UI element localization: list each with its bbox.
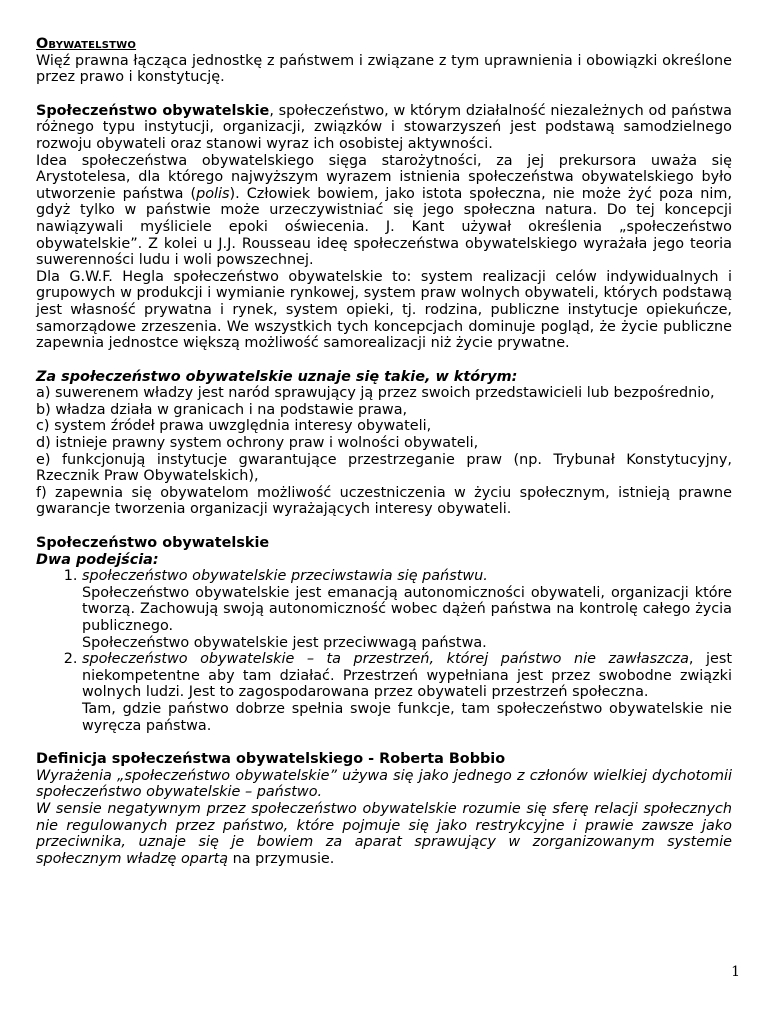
approach-2-text: , jest niekompetentne aby tam działać. Przestrzeń wypełniana jest przez swobodne związki wolnych ludzi. Jest to zagospodarowana przez obywateli przestrzeń społeczna. <box>82 651 733 701</box>
approaches-subheading: Dwa podejścia: <box>36 551 159 568</box>
term-civil-society: Społeczeństwo obywatelskie <box>36 102 270 119</box>
page-number: 1 <box>731 964 740 980</box>
approaches-heading: Społeczeństwo obywatelskie <box>36 535 270 552</box>
criteria-heading: Za społeczeństwo obywatelskie uznaje się takie, w którym: <box>36 368 518 385</box>
paragraph-civil-society <box>36 103 732 153</box>
criteria-item: d) istnieje prawny system ochrony praw i wolności obywateli, <box>36 435 479 452</box>
spacer <box>36 86 732 103</box>
criteria-item: f) zapewnia się obywatelom możliwość uczestniczenia w życiu społecznym, istnieją prawne gwarancje tworzenia organizacji wyrażających interesy obywateli. <box>36 484 732 518</box>
bobbio-paragraph-2 <box>36 801 732 867</box>
paragraph-hegel: Dla G.W.F. Hegla społeczeństwo obywatelskie to: system realizacji celów indywidualnych i grupowych w produkcji i wymianie rynkowej, system praw wolnych obywateli, których podstawą jest własność prywatna i rynek, system opieki, tj. rodzina, publiczne instytucje opiekuńcze, samorządowe zrzeszenia. We wszystkich tych koncepcjach dominuje pogląd, że życie publiczne zapewnia jednostce większą możliwość samorealizacji niż życie prywatne. <box>36 268 732 352</box>
approach-1-text: Społeczeństwo obywatelskie jest przeciwwagą państwa. <box>82 634 487 651</box>
document-body <box>36 36 732 867</box>
page-title <box>36 36 732 53</box>
criteria-item: e) funkcjonują instytucje gwarantujące przestrzeganie praw (np. Trybunał Konstytucyjny, Rzecznik Praw Obywatelskich), <box>36 451 732 485</box>
bobbio-text: na przymusie. <box>228 850 335 867</box>
spacer <box>36 518 732 535</box>
approaches-after: Tam, gdzie państwo dobrze spełnia swoje funkcje, tam społeczeństwo obywatelskie nie wyręcza państwa. <box>82 700 732 734</box>
paragraph-text: , społeczeństwo, w którym działalność niezależnych od państwa różnego typu instytucji, organizacji, związków i stowarzyszeń jest podstawą samodzielnego rozwoju obywateli oraz stanowi wyraz ich osobistej aktywności. <box>36 102 732 152</box>
criteria-item: b) władza działa w granicach i na podstawie prawa, <box>36 401 408 418</box>
approaches-list <box>36 568 732 701</box>
approach-1-text: Społeczeństwo obywatelskie jest emanacją autonomiczności obywateli, organizacji które tworzą. Zachowują swoją autonomiczność wobec dążeń państwa na kontrolę całego życia publicznego. <box>82 584 732 634</box>
bobbio-heading: Definicja społeczeństwa obywatelskiego - Roberta Bobbio <box>36 751 506 768</box>
paragraph-text: ). Człowiek bowiem, jako istota społeczna, nie może żyć poza nim, gdyż tylko w państwie może urzeczywistniać się jego społeczna natura. Do tej koncepcji nawiązywali myśliciele epoki oświecenia. J. Kant używał określenia „społeczeństwo obywatelskie”. Z kolei u J.J. Rousseau ideę społeczeństwa obywatelskiego wyrażała jego teoria suwerenności ludu i woli powszechnej. <box>36 185 732 269</box>
bobbio-italic-text: W sensie negatywnym przez społeczeństwo obywatelskie rozumie się sferę relacji społecznych nie regulowanych przez państwo, które pojmuje się jako restrykcyjne i prawie zawsze jako przeciwnika, uznaje się je bowiem za aparat sprawujący w zorganizowanym systemie społecznym władzę opartą <box>36 800 732 867</box>
criteria-item: a) suwerenem władzy jest naród sprawujący ją przez swoich przedstawicieli lub bezpośrednio, <box>36 385 715 402</box>
approach-item-2 <box>82 651 732 701</box>
definition-obywatelstwo: Więź prawna łącząca jednostkę z państwem i związane z tym uprawnienia i obowiązki określone przez prawo i konstytucję. <box>36 52 732 86</box>
approach-1-label: społeczeństwo obywatelskie przeciwstawia się państwu. <box>82 568 488 585</box>
title-obywatelstwo: Obywatelstwo <box>36 36 137 52</box>
bobbio-paragraph-1: Wyrażenia „społeczeństwo obywatelskie” używa się jako jednego z członów wielkiej dychotomii społeczeństwo obywatelskie – państwo. <box>36 767 732 801</box>
criteria-item: c) system źródeł prawa uwzględnia interesy obywateli, <box>36 418 432 435</box>
spacer <box>36 734 732 751</box>
term-polis: polis <box>196 185 230 202</box>
approach-item-1 <box>82 568 732 651</box>
paragraph-history <box>36 153 732 269</box>
approach-2-label: społeczeństwo obywatelskie – ta przestrzeń, której państwo nie zawłaszcza <box>82 651 689 668</box>
paragraph-text: Idea społeczeństwa obywatelskiego sięga starożytności, za jej prekursora uważa się Arystotelesa, dla którego najwyższym wyrazem istnienia społeczeństwa obywatelskiego było utworzenie państwa ( <box>36 152 732 202</box>
spacer <box>36 352 732 369</box>
